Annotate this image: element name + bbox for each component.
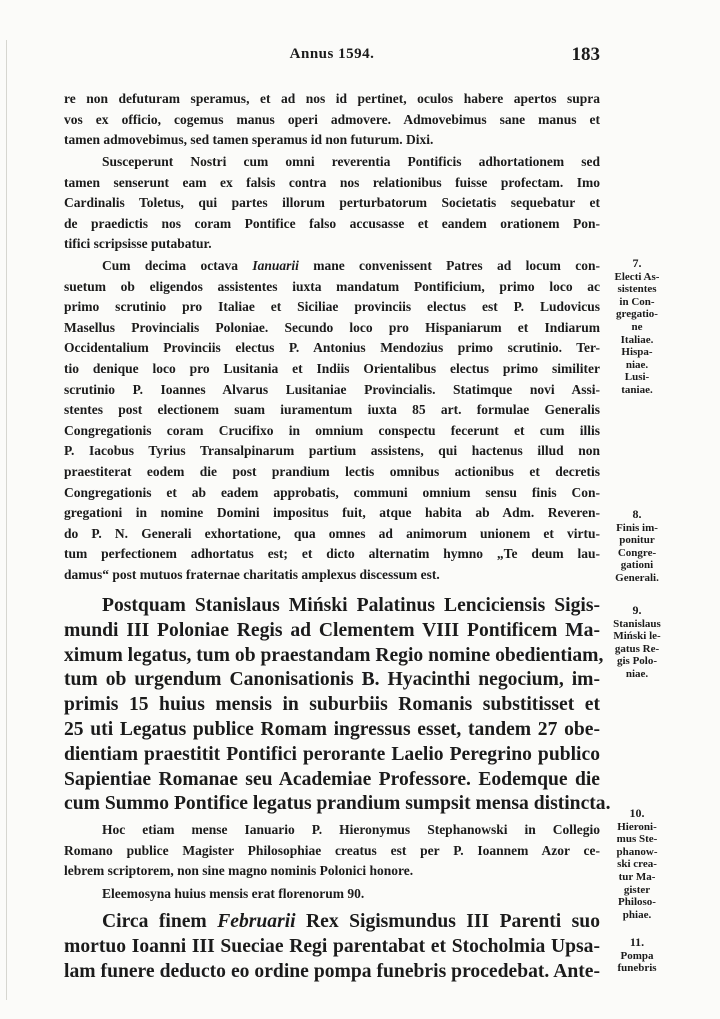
- margin-note-8: [602, 508, 672, 585]
- text-line: tamen senserunt eam ex falsis contra nos relationibus fuisse profectam. Imo: [64, 174, 600, 190]
- margin-note-line: in Con-: [619, 295, 655, 308]
- margin-note-line: ne: [631, 320, 643, 333]
- text-line: vos ex officio, cogemus manus operi admovere. Admovebimus sane manus et: [64, 111, 600, 127]
- text-line: [64, 910, 600, 935]
- margin-note-line: gregatio-: [616, 308, 658, 321]
- paragraph-4: [64, 594, 611, 817]
- text-line: primis 15 huius mensis in suburbiis Romanis substitisset et: [64, 694, 600, 716]
- page-edge-mark: [6, 40, 7, 1000]
- text-line: scrutinio P. Ioannes Alvarus Lusitaniae Provincialis. Statimque novi Assi-: [64, 381, 600, 397]
- margin-note-number: 7.: [632, 256, 642, 270]
- margin-note-line: Electi As-: [614, 270, 660, 283]
- text-line: ximum legatus, tum ob praestandam Regio nomine obedientiam,: [64, 644, 604, 666]
- margin-note-line: phiae.: [622, 908, 652, 921]
- text-run: Circa finem: [102, 911, 218, 932]
- text-line: tifici scripsisse putabatur.: [64, 236, 212, 252]
- text-line: suetum ob eligendos assistentes iuxta mandatum Pontificium, primo loco ac: [64, 278, 600, 294]
- text-line: P. Iacobus Tyrius Transalpinarum partium assistens, qui hactenus illud non: [64, 443, 600, 459]
- margin-note-line: ponitur: [619, 534, 655, 547]
- text-line: do P. N. Generali exhortatione, qua omnes ad animorum unionem et virtu-: [64, 525, 600, 541]
- margin-note-line: gis Polo-: [616, 655, 658, 668]
- text-line: damus“ post mutuos fraternae charitatis amplexus discessum est.: [64, 566, 440, 582]
- margin-note-line: mus Ste-: [616, 833, 658, 846]
- margin-note-line: gationi: [620, 559, 654, 572]
- paragraph-3: [64, 256, 600, 586]
- text-line: de praedictis nos coram Pontifice falso accusasse et eandem orationem Pon-: [64, 215, 600, 231]
- text-line: stentes post electionem suam iuramentum iuxta 85 art. formulae Generalis: [64, 402, 600, 418]
- margin-note-number: 11.: [629, 935, 645, 949]
- margin-note-7: [602, 257, 672, 397]
- margin-note-number: 8.: [632, 507, 642, 521]
- text-run: Rex Sigismundus III Parenti suo: [295, 911, 600, 932]
- margin-note-line: gister: [623, 883, 651, 896]
- margin-note-9: [602, 604, 672, 681]
- text-line: tum ob urgendum Canonisationis B. Hyacinthi negocium, im-: [64, 669, 600, 691]
- text-line: lam funere deducto eo ordine pompa funebris procedebat. Ante-: [64, 960, 600, 982]
- text-line: primo scrutinio pro Italiae et Siciliae provinciis electus est P. Ludovicus: [64, 299, 600, 315]
- text-line: tum perfectionem adhortatus est; et dicto alternatim hymno „Te deum lau-: [64, 546, 600, 562]
- margin-note-line: tur Ma-: [618, 870, 656, 883]
- margin-note-line: funebris: [617, 962, 657, 975]
- margin-note-line: Hieroni-: [617, 820, 657, 833]
- text-line: mundi III Poloniae Regis ad Clementem VIII Pontificem Ma-: [64, 619, 600, 641]
- page-number: 183: [571, 44, 600, 65]
- margin-note-10: [602, 807, 672, 921]
- month-name-italic: Februarii: [217, 911, 296, 932]
- text-line: tamen admovebimus, sed tamen speramus id non futurum. Dixi.: [64, 132, 434, 148]
- text-line: Congregationis et ab eadem approbatis, communi omnium sensu finis Con-: [64, 484, 600, 500]
- margin-note-line: Hispa-: [621, 346, 653, 359]
- text-line: dientiam praestitit Pontifici perorante Laelio Peregrino publico: [64, 743, 600, 765]
- margin-note-line: Italiae.: [620, 333, 654, 346]
- text-line: gregationi in nomine Domini impositus fuit, atque habita ab Adm. Reveren-: [64, 505, 600, 521]
- text-line: mortuo Ioanni III Sueciae Regi parentabat et Stocholmia Upsa-: [64, 935, 600, 957]
- margin-note-line: Congre-: [617, 546, 657, 559]
- text-line: Occidentalium Provinciis electus P. Antonius Mendozius primo scrutinio. Ter-: [64, 340, 600, 356]
- text-line: Hoc etiam mense Ianuario P. Hieronymus Stephanowski in Collegio: [102, 822, 600, 837]
- text-line: Eleemosyna huius mensis erat florenorum 90.: [102, 886, 365, 901]
- margin-note-number: 10.: [629, 806, 645, 820]
- text-line: Masellus Provincialis Poloniae. Secundo loco pro Hispaniarum et Indiarum: [64, 319, 600, 335]
- margin-note-line: Pompa: [620, 949, 654, 962]
- text-run: Cum decima octava: [102, 258, 253, 273]
- margin-note-line: taniae.: [621, 383, 653, 396]
- margin-note-line: ski crea-: [617, 858, 657, 871]
- paragraph-7: [64, 910, 600, 984]
- text-line: Susceperunt Nostri cum omni reverentia Pontificis adhortationem sed: [102, 154, 600, 169]
- margin-note-line: sistentes: [617, 283, 657, 296]
- paragraph-1: [64, 89, 600, 151]
- text-line: tio denique loco pro Lusitania et Indiis Orientalibus electus primo similiter: [64, 360, 600, 376]
- margin-note-line: gatus Re-: [614, 642, 660, 655]
- margin-note-line: Finis im-: [616, 521, 658, 534]
- text-line: cum Summo Pontifice legatus prandium sumpsit mensa distincta.: [64, 793, 611, 815]
- running-title: Annus 1594.: [289, 46, 375, 62]
- paragraph-6: [64, 884, 600, 905]
- text-line: Congregationis coram Crucifixo in omnium conspectu fecerunt et cum illis: [64, 422, 600, 438]
- margin-note-line: Philoso-: [618, 896, 656, 909]
- margin-note-line: Generali.: [615, 571, 659, 584]
- running-header: [64, 44, 600, 68]
- text-line: Sapientiae Romanae seu Academiae Professore. Eodemque die: [64, 768, 600, 790]
- margin-note-line: Lusi-: [624, 371, 650, 384]
- paragraph-2: [64, 152, 600, 255]
- paragraph-5: [64, 820, 600, 882]
- text-line: Cardinalis Toletus, qui partes illorum perturbatorum Societatis sequebatur et: [64, 195, 600, 211]
- margin-note-line: phanow-: [616, 845, 658, 858]
- text-line: lebrem scriptorem, non sine magno nominis Polonici honore.: [64, 863, 414, 879]
- month-name-italic: Ianuarii: [252, 258, 299, 273]
- margin-note-line: Miński le-: [613, 630, 661, 643]
- text-line: [64, 256, 600, 277]
- text-run: mane convenissent Patres ad locum con-: [298, 258, 600, 273]
- text-line: Romano publice Magister Philosophiae creatus est per P. Ioannem Azor ce-: [64, 842, 600, 858]
- margin-note-11: [602, 936, 672, 975]
- text-line: Postquam Stanislaus Miński Palatinus Lenciciensis Sigis-: [102, 595, 600, 616]
- margin-note-number: 9.: [632, 603, 642, 617]
- margin-note-line: niae.: [625, 667, 649, 680]
- margin-note-line: Stanislaus: [613, 617, 661, 630]
- text-line: re non defuturam speramus, et ad nos id pertinet, oculos habere apertos supra: [64, 91, 600, 106]
- margin-note-line: niae.: [625, 358, 649, 371]
- text-line: praestiterat eodem die post prandium lectis omnibus actionibus et decretis: [64, 463, 600, 479]
- text-line: 25 uti Legatus publice Romam ingressus esset, tandem 27 obe-: [64, 718, 600, 740]
